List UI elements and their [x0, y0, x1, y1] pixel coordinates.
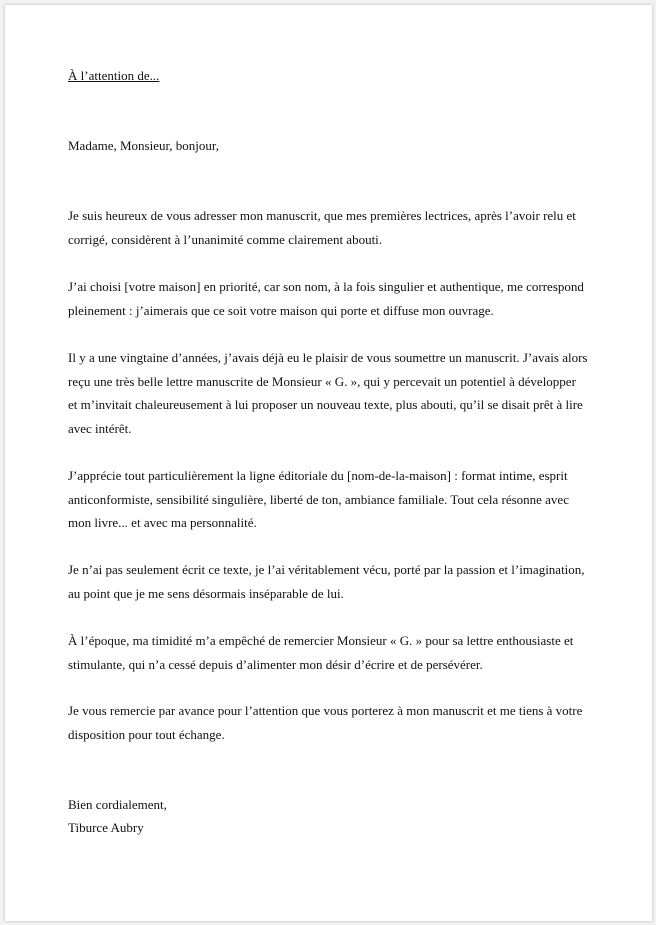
closing: Bien cordialement,	[68, 797, 167, 812]
paragraph-line: Je suis heureux de vous adresser mon manuscrit, que mes premières lectrices, après l’avoir relu et	[68, 208, 576, 223]
paragraph-line: pleinement : j’aimerais que ce soit votre maison qui porte et diffuse mon ouvrage.	[68, 302, 494, 318]
greeting: Madame, Monsieur, bonjour,	[68, 138, 219, 153]
paragraph-4	[68, 464, 598, 535]
paragraph-line: À l’époque, ma timidité m’a empêché de remercier Monsieur « G. » pour sa lettre enthousiaste et	[68, 633, 574, 648]
paragraph-line: anticonformiste, sensibilité singulière, liberté de ton, ambiance familiale. Tout cela résonne avec	[68, 491, 569, 507]
signature: Tiburce Aubry	[68, 820, 144, 835]
paragraph-5	[68, 558, 598, 605]
paragraph-6	[68, 629, 598, 676]
paragraph-line: reçu une très belle lettre manuscrite de Monsieur « G. », qui y percevait un potentiel à développer	[68, 373, 576, 389]
paragraph-line: Il y a une vingtaine d’années, j’avais déjà eu le plaisir de vous soumettre un manuscrit. J’avais alors	[68, 350, 588, 365]
paragraph-line: J’apprécie tout particulièrement la ligne éditoriale du [nom-de-la-maison] : format intime, esprit	[68, 468, 568, 483]
paragraph-line: Je n’ai pas seulement écrit ce texte, je l’ai véritablement vécu, porté par la passion et l’imagination,	[68, 562, 585, 577]
paragraph-line: Je vous remercie par avance pour l’attention que vous porterez à mon manuscrit et me tiens à votre	[68, 703, 583, 718]
paragraph-line: disposition pour tout échange.	[68, 726, 225, 742]
paragraph-7	[68, 699, 598, 746]
attention-line: À l’attention de...	[68, 68, 160, 83]
paragraph-line: stimulante, qui n’a cessé depuis d’alimenter mon désir d’écrire et de persévérer.	[68, 656, 483, 672]
paragraph-line: avec intérêt.	[68, 420, 132, 436]
paragraph-line: et m’invitait chaleureusement à lui proposer un nouveau texte, plus abouti, qu’il se disait prêt à lire	[68, 397, 583, 412]
paragraph-line: mon livre... et avec ma personnalité.	[68, 515, 257, 530]
paragraph-line: au point que je me sens désormais inséparable de lui.	[68, 585, 344, 601]
paragraph-2	[68, 275, 598, 322]
paragraph-3	[68, 346, 598, 440]
paragraph-1	[68, 204, 598, 251]
paragraph-line: corrigé, considèrent à l’unanimité comme clairement abouti.	[68, 231, 383, 247]
paragraph-line: J’ai choisi [votre maison] en priorité, car son nom, à la fois singulier et authentique, me correspond	[68, 279, 584, 294]
